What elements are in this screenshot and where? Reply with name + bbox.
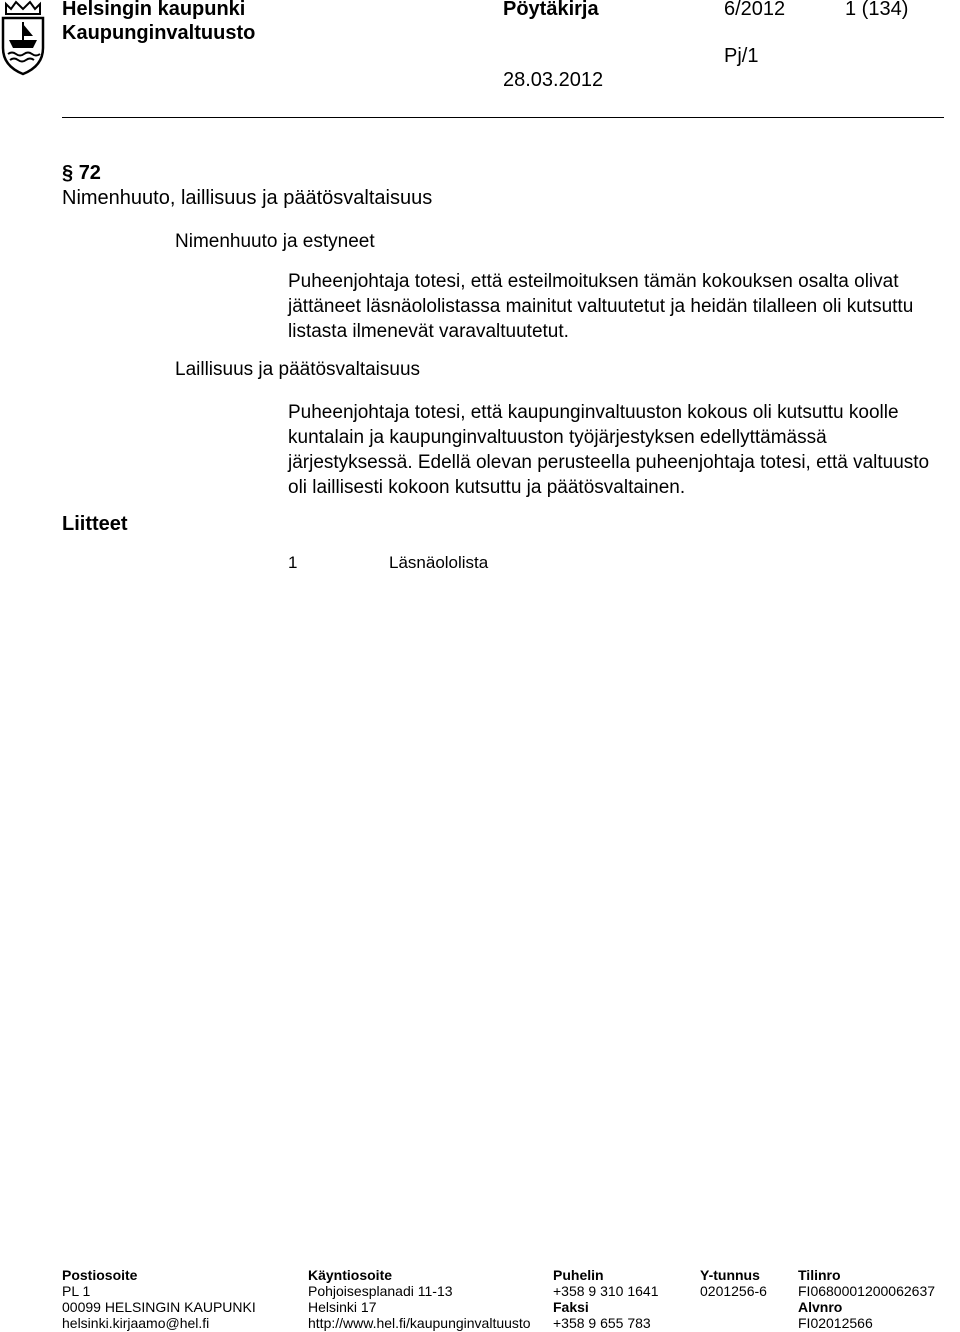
footer-fax-label: Faksi bbox=[553, 1299, 589, 1315]
attachment-title: Läsnäololista bbox=[389, 553, 489, 572]
helsinki-coat-of-arms-icon bbox=[0, 0, 46, 76]
footer-vat-value: FI02012566 bbox=[798, 1315, 873, 1331]
footer-account-value: FI0680001200062637 bbox=[798, 1283, 936, 1299]
attachments-heading: Liitteet bbox=[62, 513, 128, 535]
footer-postal-line: PL 1 bbox=[62, 1283, 91, 1299]
organization-name: Helsingin kaupunki bbox=[62, 0, 246, 20]
footer-account bbox=[798, 1267, 935, 1331]
footer-visiting-line: Helsinki 17 bbox=[308, 1299, 377, 1315]
footer-phone-value: +358 9 310 1641 bbox=[553, 1283, 659, 1299]
section-title: Nimenhuuto, laillisuus ja päätösvaltaisuus bbox=[62, 187, 433, 209]
roll-call-text: Puheenjohtaja totesi, että esteilmoituksen tämän kokouksen osalta olivat jättäneet läsnäololistassa mainitut valtuutetut ja heidän tilalleen oli kutsuttu listasta ilmenevät varavaltuutetut. bbox=[288, 271, 914, 342]
footer-visiting-line: Pohjoisesplanadi 11-13 bbox=[308, 1283, 453, 1299]
footer-email: helsinki.kirjaamo@hel.fi bbox=[62, 1315, 210, 1331]
meeting-date: 28.03.2012 bbox=[503, 69, 604, 91]
footer-postal bbox=[62, 1267, 256, 1331]
attachment-item bbox=[288, 553, 390, 573]
legality-heading: Laillisuus ja päätösvaltaisuus bbox=[175, 359, 421, 380]
section-number bbox=[62, 162, 101, 185]
page-count: 1 (134) bbox=[845, 0, 909, 20]
section-number-value: 72 bbox=[78, 162, 101, 184]
footer-website: http://www.hel.fi/kaupunginvaltuusto bbox=[308, 1315, 531, 1331]
footer-visiting-label: Käyntiosoite bbox=[308, 1267, 393, 1283]
footer-business-id bbox=[700, 1267, 767, 1299]
header-divider bbox=[62, 117, 944, 118]
footer-phone bbox=[553, 1267, 659, 1331]
footer-fax-value: +358 9 655 783 bbox=[553, 1315, 651, 1331]
footer-postal-label: Postiosoite bbox=[62, 1267, 138, 1283]
footer-business-id-value: 0201256-6 bbox=[700, 1283, 767, 1299]
document-type: Pöytäkirja bbox=[503, 0, 599, 20]
council-name: Kaupunginvaltuusto bbox=[62, 22, 256, 44]
footer-phone-label: Puhelin bbox=[553, 1267, 604, 1283]
attachment-number: 1 bbox=[288, 553, 298, 572]
legality-text: Puheenjohtaja totesi, että kaupunginvaltuuston kokous oli kutsuttu koolle kuntalain ja kaupunginvaltuuston työjärjestyksen edellyttämässä järjestyksessä. Edellä olevan perusteella puheenjohtaja totesi, että valtuusto oli laillisesti kokoon kutsuttu ja päätösvaltainen. bbox=[288, 402, 930, 498]
footer-business-id-label: Y-tunnus bbox=[700, 1267, 760, 1283]
footer-account-label: Tilinro bbox=[798, 1267, 841, 1283]
footer-vat-label: Alvnro bbox=[798, 1299, 843, 1315]
meeting-number: 6/2012 bbox=[724, 0, 786, 20]
footer-postal-line: 00099 HELSINGIN KAUPUNKI bbox=[62, 1299, 256, 1315]
item-reference: Pj/1 bbox=[724, 45, 759, 67]
section-symbol: § bbox=[62, 162, 74, 184]
roll-call-heading: Nimenhuuto ja estyneet bbox=[175, 231, 375, 252]
footer-visiting bbox=[308, 1267, 531, 1331]
